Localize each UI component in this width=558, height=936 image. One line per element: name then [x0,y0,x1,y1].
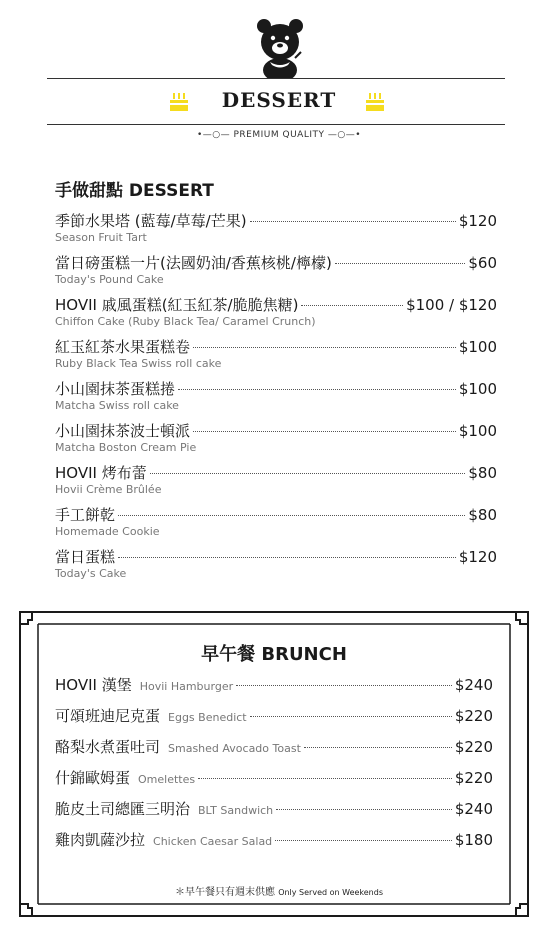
leader-dots [178,389,456,390]
leader-dots [118,515,465,516]
leader-dots [198,778,452,779]
item-price: $100 / $120 [406,296,497,314]
leader-dots [193,431,456,432]
item-english-name: Ruby Black Tea Swiss roll cake [55,357,222,370]
item-price: $100 [458,338,497,356]
item-price: $240 [454,800,493,818]
item-english-name: Chiffon Cake (Ruby Black Tea/ Caramel Crunch) [55,315,316,328]
leader-dots [276,809,452,810]
menu-item [55,736,493,767]
item-english-name: Chicken Caesar Salad [153,835,273,848]
menu-item [55,767,493,798]
menu-header [0,0,558,150]
menu-item [55,211,497,253]
item-price: $220 [454,769,493,787]
item-name: HOVII 烤布蕾 [55,464,147,482]
menu-item [55,463,497,505]
leader-dots [193,347,456,348]
item-name: 紅玉紅茶水果蛋糕卷 [55,338,191,356]
leader-dots [304,747,452,748]
item-english-name: Hovii Crème Brûlée [55,483,162,496]
brunch-section [55,640,493,860]
item-name: 雞肉凱薩沙拉 [55,831,146,849]
menu-item [55,295,497,337]
menu-item [55,337,497,379]
item-name: 當日磅蛋糕一片(法國奶油/香蕉核桃/檸檬) [55,254,332,272]
item-price: $220 [454,707,493,725]
item-english-name: Hovii Hamburger [139,680,234,693]
item-english-name: Today's Cake [55,567,127,580]
item-price: $100 [458,422,497,440]
ornament-right: —○—• [327,130,362,140]
premium-quality-tagline [0,130,558,140]
menu-item [55,829,493,860]
menu-item [55,421,497,463]
dessert-section [55,176,497,589]
item-price: $80 [468,464,497,482]
header-bottom-rule [47,124,505,125]
item-price: $60 [468,254,497,272]
item-english-name: Smashed Avocado Toast [168,742,301,755]
menu-item [55,798,493,829]
leader-dots [250,221,456,222]
brunch-heading: 早午餐 BRUNCH [201,644,347,665]
leader-dots [150,473,466,474]
header-top-rule [47,78,505,79]
ornament-left: •—○— [196,130,231,140]
item-english-name: Matcha Swiss roll cake [55,399,179,412]
item-price: $100 [458,380,497,398]
item-name: 什錦歐姆蛋 [55,769,131,787]
item-name: 小山園抹茶蛋糕捲 [55,380,176,398]
item-english-name: Omelettes [138,773,196,786]
menu-item [55,379,497,421]
birthday-cake-icon [363,90,387,114]
item-price: $240 [454,676,493,694]
item-name: 可頌班迪尼克蛋 [55,707,161,725]
weekend-note [0,883,558,898]
menu-item [55,705,493,736]
item-english-name: BLT Sandwich [198,804,274,817]
item-english-name: Matcha Boston Cream Pie [55,441,197,454]
leader-dots [118,557,456,558]
tagline-text: PREMIUM QUALITY [233,130,325,140]
leader-dots [236,685,452,686]
leader-dots [335,263,466,264]
note-english: Only Served on Weekends [278,888,383,897]
leader-dots [301,305,403,306]
item-name: HOVII 戚風蛋糕(紅玉紅茶/脆脆焦糖) [55,296,299,314]
dessert-heading: 手做甜點 DESSERT [55,181,214,201]
menu-title: DESSERT [221,88,337,112]
bear-logo-icon [255,18,305,78]
item-name: 當日蛋糕 [55,548,116,566]
item-price: $220 [454,738,493,756]
item-name: 酪梨水煮蛋吐司 [55,738,161,756]
note-chinese: ＊早午餐只有週末供應 [175,887,275,898]
item-price: $120 [458,548,497,566]
item-price: $120 [458,212,497,230]
menu-item [55,505,497,547]
item-name: 手工餅乾 [55,506,116,524]
item-price: $180 [454,831,493,849]
item-name: 小山園抹茶波士頓派 [55,422,191,440]
menu-item [55,253,497,295]
item-english-name: Eggs Benedict [168,711,247,724]
menu-item [55,674,493,705]
item-english-name: Season Fruit Tart [55,231,147,244]
leader-dots [250,716,452,717]
menu-item [55,547,497,589]
item-price: $80 [468,506,497,524]
item-english-name: Homemade Cookie [55,525,160,538]
item-name: HOVII 漢堡 [55,676,132,694]
item-name: 脆皮土司總匯三明治 [55,800,191,818]
title-row [0,88,558,118]
item-name: 季節水果塔 (藍莓/草莓/芒果) [55,212,247,230]
item-english-name: Today's Pound Cake [55,273,164,286]
leader-dots [275,840,452,841]
